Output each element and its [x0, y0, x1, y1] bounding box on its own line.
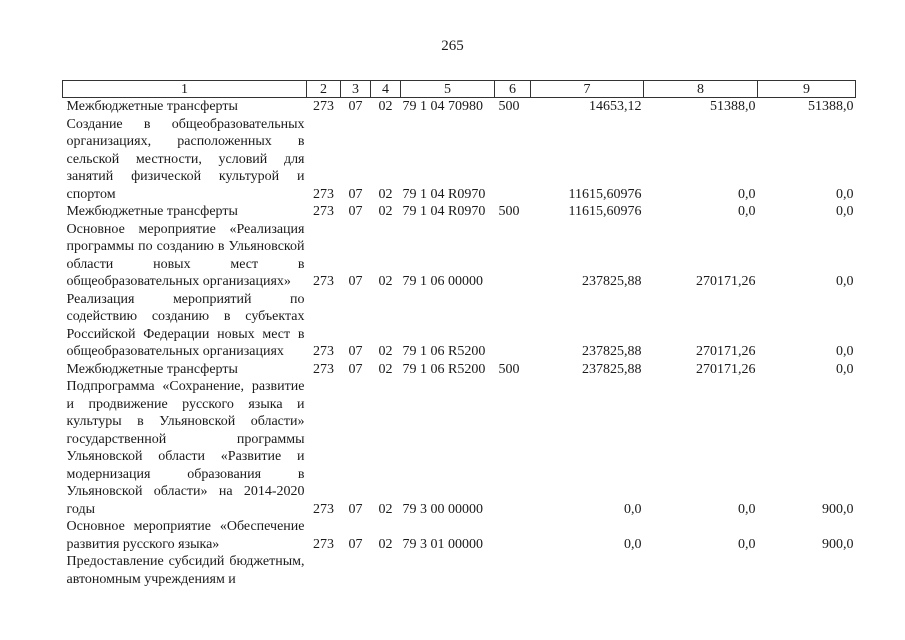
cell-expense-type [495, 378, 531, 518]
column-header: 3 [341, 81, 371, 98]
cell-amount-col9: 0,0 [836, 344, 854, 359]
cell-section: 07 [348, 501, 363, 517]
cell-target-article: 79 3 00 00000 [402, 501, 483, 517]
row-name: Создание в общеобразовательных организациях, расположенных в сельской местности, условий для занятий физической культурой и спортом [66, 116, 305, 202]
page-number: 265 [441, 38, 464, 54]
cell-ministry: 273 [313, 99, 334, 114]
row-name: Основное мероприятие «Обеспечение развития русского языка» [66, 519, 305, 552]
cell-amount-col7: 14653,12 [589, 99, 642, 114]
cell-expense-type [495, 291, 531, 361]
cell-ministry: 273 [313, 344, 334, 359]
cell-amount-col8 [644, 553, 758, 588]
cell-section: 07 [348, 204, 363, 219]
table-row [63, 98, 856, 116]
row-name: Межбюджетные трансферты [66, 204, 238, 219]
cell-amount-col7: 0,0 [624, 501, 642, 517]
cell-section: 07 [348, 361, 363, 377]
cell-ministry: 273 [313, 536, 334, 552]
cell-section: 07 [348, 344, 363, 359]
cell-section [341, 553, 371, 588]
cell-section: 07 [348, 186, 363, 202]
cell-target-article: 79 1 06 R5200 [402, 361, 486, 377]
cell-amount-col7: 237825,88 [582, 274, 642, 289]
cell-target-article: 79 1 06 00000 [402, 274, 483, 289]
table-row [63, 518, 856, 553]
cell-expense-type: 500 [498, 361, 520, 377]
cell-target-article [401, 553, 495, 588]
cell-amount-col8: 51388,0 [710, 99, 756, 114]
column-header: 8 [644, 81, 758, 98]
cell-amount-col9: 51388,0 [808, 99, 854, 114]
cell-ministry: 273 [313, 361, 334, 377]
table-row [63, 291, 856, 361]
cell-amount-col9 [758, 553, 856, 588]
cell-target-article: 79 1 04 70980 [402, 99, 483, 114]
table-header [63, 81, 856, 98]
table-row [63, 203, 856, 221]
column-header: 9 [758, 81, 856, 98]
cell-subsection: 02 [378, 99, 393, 114]
cell-ministry: 273 [313, 186, 334, 202]
cell-subsection [371, 553, 401, 588]
cell-amount-col8: 270171,26 [696, 344, 756, 359]
cell-target-article: 79 1 04 R0970 [402, 204, 486, 219]
cell-ministry: 273 [313, 501, 334, 517]
row-name: Основное мероприятие «Реализация программы по созданию в Ульяновской области новых мест в общеобразовательных организациях» [66, 221, 305, 289]
row-name: Реализация мероприятий по содействию созданию в субъектах Российской Федерации новых мест в общеобразовательных организациях [66, 291, 305, 359]
cell-amount-col8: 270171,26 [696, 361, 756, 377]
row-name: Предоставление субсидий бюджетным, автономным учреждениям и [66, 554, 305, 587]
cell-expense-type: 500 [498, 204, 520, 219]
cell-amount-col8: 0,0 [738, 501, 756, 517]
cell-section: 07 [348, 274, 363, 289]
row-name: Межбюджетные трансферты [66, 361, 238, 377]
cell-expense-type: 500 [498, 99, 520, 114]
cell-expense-type [495, 221, 531, 291]
table-body [63, 98, 856, 589]
table-row [63, 116, 856, 204]
cell-amount-col9: 900,0 [822, 501, 854, 517]
row-name: Подпрограмма «Сохранение, развитие и продвижение русского языка и культуры в Ульяновской области» государственной программы Ульяновской области «Развитие и модернизация образования в Ульяновской области» на 2014-2020 годы [66, 379, 305, 517]
cell-amount-col7 [531, 553, 644, 588]
cell-section: 07 [348, 99, 363, 114]
cell-amount-col9: 0,0 [836, 361, 854, 377]
cell-amount-col8: 0,0 [738, 536, 756, 552]
cell-subsection: 02 [378, 204, 393, 219]
cell-amount-col9: 0,0 [836, 274, 854, 289]
cell-amount-col7: 11615,60976 [568, 204, 642, 219]
cell-expense-type [495, 553, 531, 588]
cell-amount-col7: 237825,88 [582, 361, 642, 377]
cell-section: 07 [348, 536, 363, 552]
cell-amount-col7: 0,0 [624, 536, 642, 552]
cell-subsection: 02 [378, 274, 393, 289]
cell-ministry [307, 553, 341, 588]
column-header: 5 [401, 81, 495, 98]
cell-ministry: 273 [313, 274, 334, 289]
column-header: 6 [495, 81, 531, 98]
cell-subsection: 02 [378, 361, 393, 377]
cell-amount-col9: 0,0 [836, 186, 854, 202]
column-header: 2 [307, 81, 341, 98]
cell-amount-col9: 0,0 [836, 204, 854, 219]
table-row [63, 361, 856, 379]
cell-subsection: 02 [378, 186, 393, 202]
column-header: 1 [63, 81, 307, 98]
table-row [63, 553, 856, 588]
row-name: Межбюджетные трансферты [66, 99, 238, 114]
cell-subsection: 02 [378, 536, 393, 552]
cell-expense-type [495, 518, 531, 553]
cell-subsection: 02 [378, 344, 393, 359]
cell-target-article: 79 1 04 R0970 [402, 186, 486, 202]
cell-amount-col7: 237825,88 [582, 344, 642, 359]
table-row [63, 221, 856, 291]
cell-amount-col9: 900,0 [822, 536, 854, 552]
cell-target-article: 79 1 06 R5200 [402, 344, 486, 359]
budget-table [62, 80, 856, 588]
cell-subsection: 02 [378, 501, 393, 517]
cell-amount-col8: 0,0 [738, 204, 756, 219]
column-header: 4 [371, 81, 401, 98]
cell-target-article: 79 3 01 00000 [402, 536, 483, 552]
cell-amount-col8: 0,0 [738, 186, 756, 202]
cell-ministry: 273 [313, 204, 334, 219]
table-row [63, 378, 856, 518]
header-row [63, 81, 856, 98]
cell-expense-type [495, 116, 531, 204]
column-header: 7 [531, 81, 644, 98]
cell-amount-col7: 11615,60976 [568, 186, 642, 202]
cell-amount-col8: 270171,26 [696, 274, 756, 289]
